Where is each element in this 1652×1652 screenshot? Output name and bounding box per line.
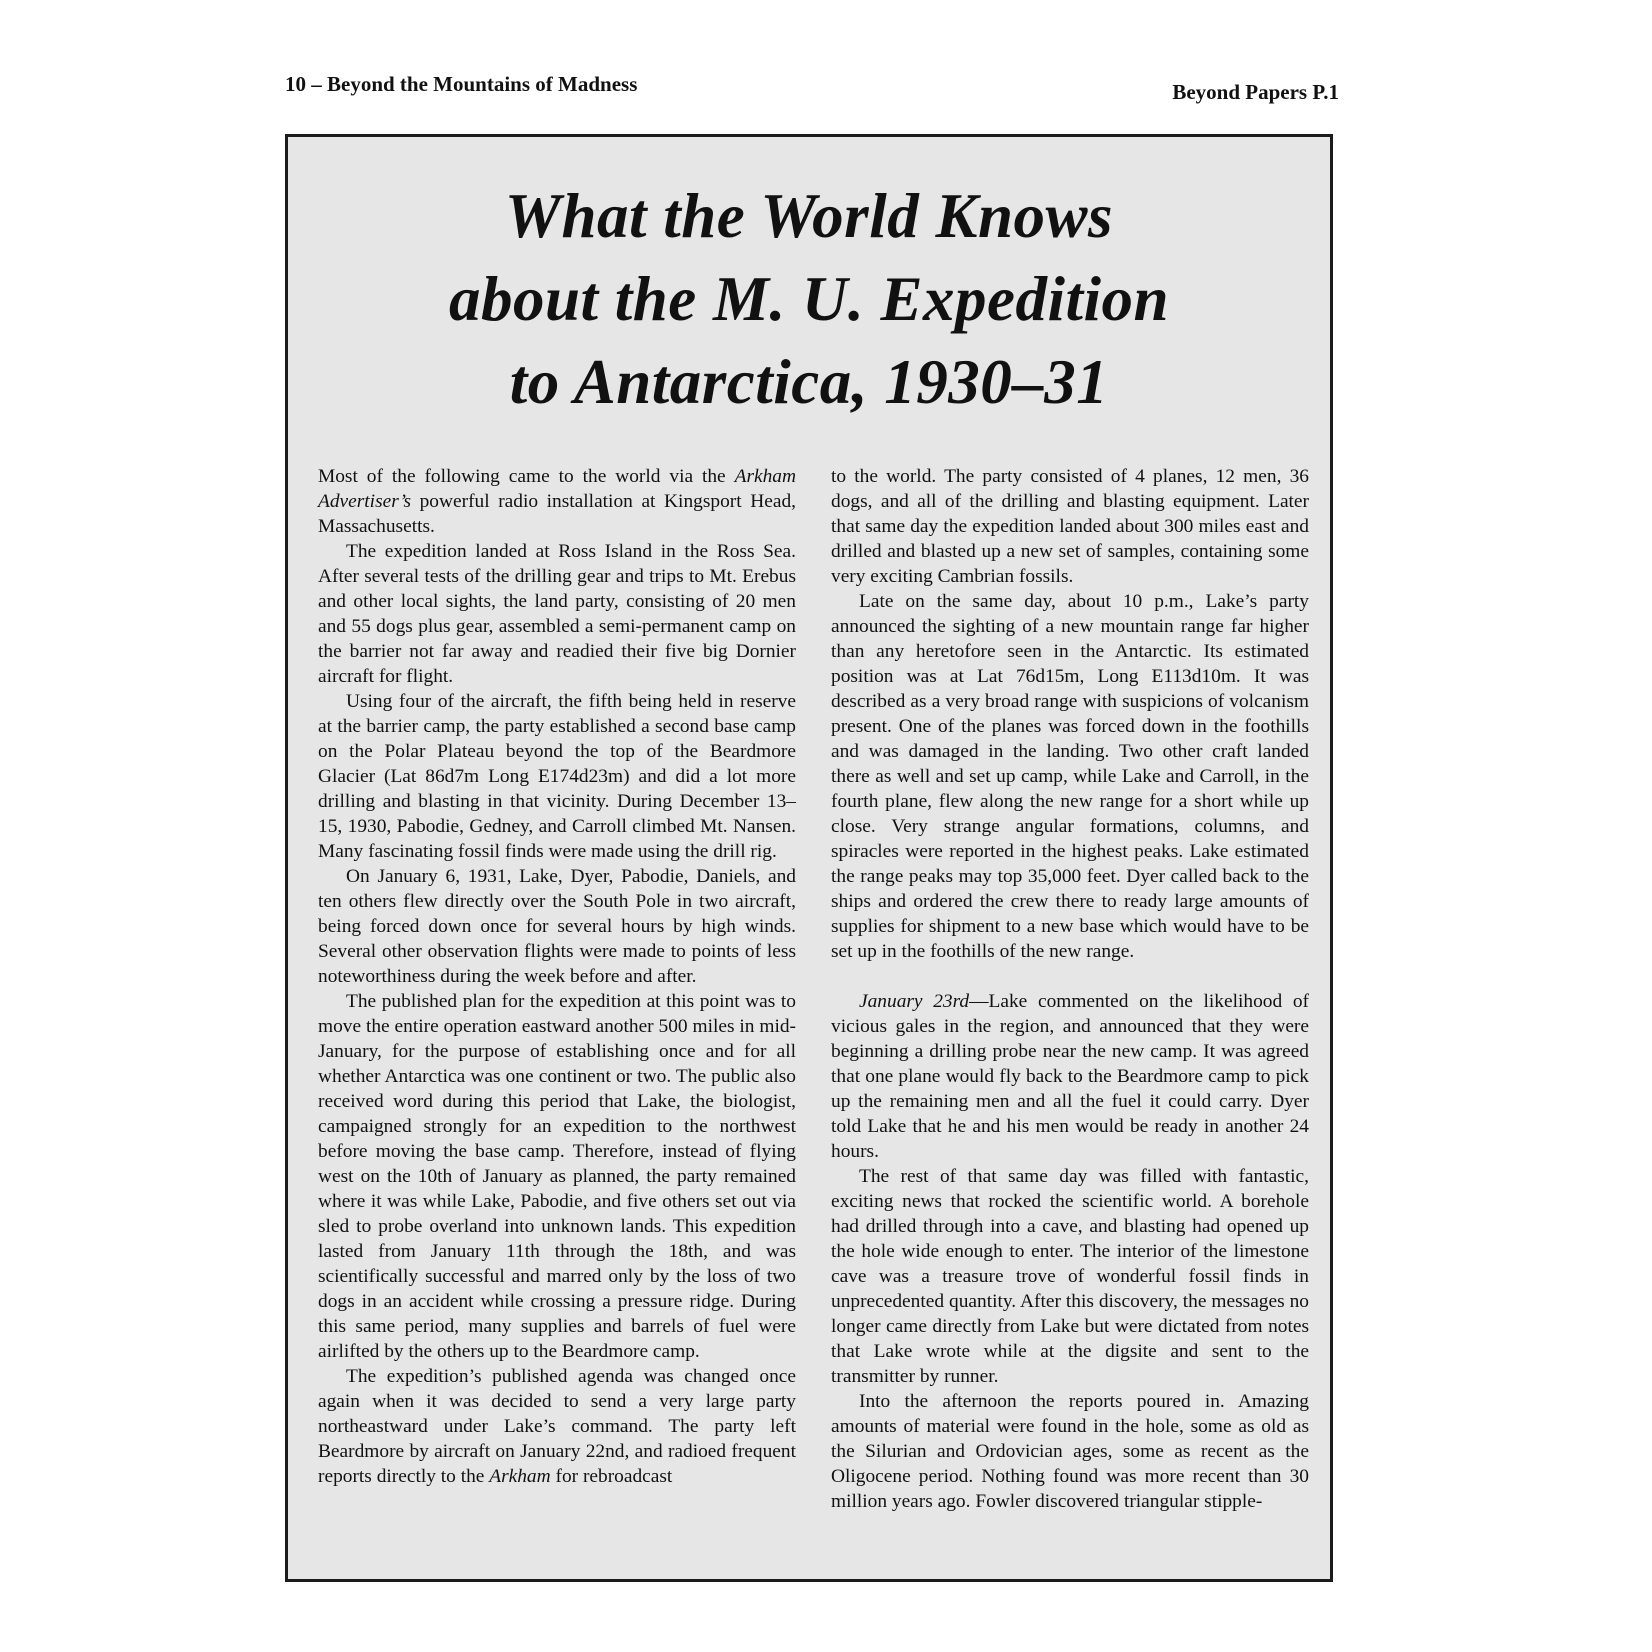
running-header-title: 10 – Beyond the Mountains of Madness	[285, 72, 638, 96]
paragraph: On January 6, 1931, Lake, Dyer, Pabodie, Daniels, and ten others flew directly over the South Pole in two aircraft, being forced down once for several hours by high winds. Several other observation flights were made to points of less noteworthiness during the week before and after.	[318, 866, 796, 987]
paragraph: The expedition landed at Ross Island in the Ross Sea. After several tests of the drilling gear and trips to Mt. Erebus and other local sights, the land party, consisting of 20 men and 55 dogs plus gear, assembled a semi-permanent camp on the barrier not far away and readied their five big Dornier aircraft for flight.	[318, 541, 796, 687]
handout-title	[288, 175, 1330, 424]
right-column	[831, 464, 1309, 1514]
paragraph: to the world. The party consisted of 4 planes, 12 men, 36 dogs, and all of the drilling and blasting equipment. Later that same day the expedition landed about 300 miles east and drilled and blasted up a new set of samples, containing some very exciting Cambrian fossils.	[831, 466, 1309, 587]
paragraph: The expedition’s published agenda was changed once again when it was decided to send a very large party northeastward under Lake’s command. The party left Beardmore by aircraft on January 22nd, and radioed frequent reports directly to the Arkham for rebroadcast	[318, 1366, 796, 1487]
title-line-2: about the M. U. Expedition	[448, 264, 1170, 334]
paragraph: Most of the following came to the world via the Arkham Advertiser’s powerful radio installation at Kingsport Head, Massachusetts.	[318, 466, 796, 537]
handout-label: Beyond Papers P.1	[1172, 80, 1339, 104]
title-line-1: What the World Knows	[504, 181, 1114, 251]
paragraph: January 23rd—Lake commented on the likelihood of vicious gales in the region, and announced that they were beginning a drilling probe near the new camp. It was agreed that one plane would fly back to the Beardmore camp to pick up the remaining men and all the fuel it could carry. Dyer told Lake that he and his men would be ready in another 24 hours.	[831, 991, 1309, 1162]
paragraph: The published plan for the expedition at this point was to move the entire operation eastward another 500 miles in mid-January, for the purpose of establishing once and for all whether Antarctica was one continent or two. The public also received word during this period that Lake, the biologist, campaigned strongly for an expedition to the northwest before moving the base camp. Therefore, instead of flying west on the 10th of January as planned, the party remained where it was while Lake, Pabodie, and five others set out via sled to probe overland into unknown lands. This expedition lasted from January 11th through the 18th, and was scientifically successful and marred only by the loss of two dogs in an accident while crossing a pressure ridge. During this same period, many supplies and barrels of fuel were airlifted by the others up to the Beardmore camp.	[318, 991, 796, 1362]
handout-panel	[285, 134, 1333, 1582]
title-line-3: to Antarctica, 1930–31	[509, 347, 1109, 417]
paragraph: Using four of the aircraft, the fifth being held in reserve at the barrier camp, the party established a second base camp on the Polar Plateau beyond the top of the Beardmore Glacier (Lat 86d7m Long E174d23m) and did a lot more drilling and blasting in that vicinity. During December 13–15, 1930, Pabodie, Gedney, and Carroll climbed Mt. Nansen. Many fascinating fossil finds were made using the drill rig.	[318, 691, 796, 862]
paragraph: Late on the same day, about 10 p.m., Lake’s party announced the sighting of a new mountain range far higher than any heretofore seen in the Antarctic. Its estimated position was at Lat 76d15m, Long E113d10m. It was described as a very broad range with suspicions of volcanism present. One of the planes was forced down in the foothills and was damaged in the landing. Two other craft landed there as well and set up camp, while Lake and Carroll, in the fourth plane, flew along the new range for a short while up close. Very strange angular formations, columns, and spiracles were reported in the highest peaks. Lake estimated the range peaks may top 35,000 feet. Dyer called back to the ships and ordered the crew there to ready large amounts of supplies for shipment to a new base which would have to be set up in the foothills of the new range.	[831, 591, 1309, 962]
left-column	[318, 464, 796, 1489]
paragraph: The rest of that same day was filled with fantastic, exciting news that rocked the scientific world. A borehole had drilled through into a cave, and blasting had opened up the hole wide enough to enter. The interior of the limestone cave was a treasure trove of wonderful fossil finds in unprecedented quantity. After this discovery, the messages no longer came directly from Lake but were dictated from notes that Lake wrote while at the digsite and sent to the transmitter by runner.	[831, 1166, 1309, 1387]
paragraph: Into the afternoon the reports poured in. Amazing amounts of material were found in the hole, some as old as the Silurian and Ordovician ages, some as recent as the Oligocene period. Nothing found was more recent than 30 million years ago. Fowler discovered triangular stipple-	[831, 1391, 1309, 1512]
